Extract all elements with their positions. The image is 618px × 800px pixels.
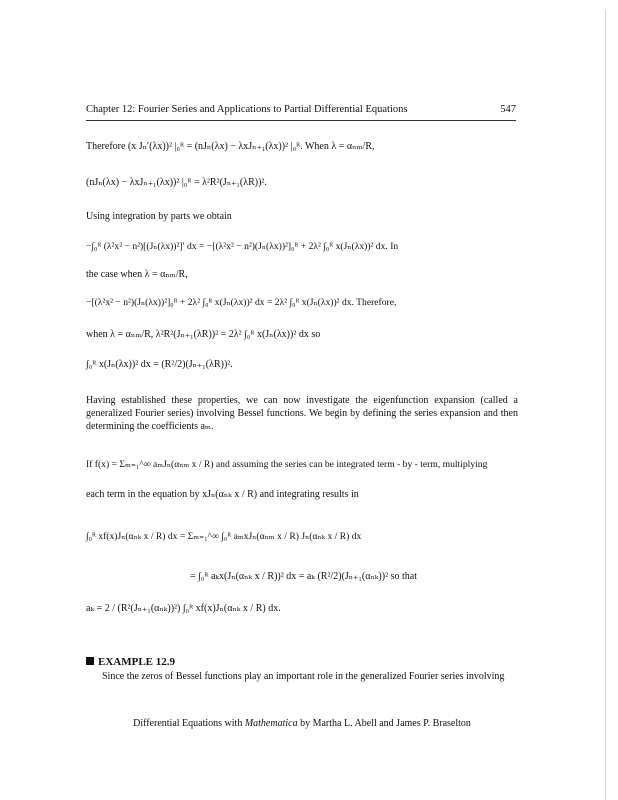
equation-line: Therefore (x Jₙ′(λx))² |₀ᴿ = (nJₙ(λx) − λxJₙ₊₁(λx))² |₀ᴿ. When λ = αₙₘ/R, [86, 141, 375, 152]
paragraph: Having established these properties, we can now investigate the eigenfunction expansion (called a generalized Fourier series) involving Bessel functions. We begin by defining the series expansion and then determining the coefficients aₘ. [86, 395, 518, 432]
footer-prefix: Differential Equations with [133, 718, 245, 729]
equation-line: each term in the equation by xJₙ(αₙₖ x / R) and integrating results in [86, 489, 359, 500]
example-label: EXAMPLE 12.9 [98, 656, 175, 668]
equation-line: (nJₙ(λx) − λxJₙ₊₁(λx))² |₀ᴿ = λ²R²(Jₙ₊₁(λR))². [86, 177, 267, 188]
bullet-square-icon [86, 657, 94, 665]
equation-line: ∫₀ᴿ x(Jₙ(λx))² dx = (R²/2)(Jₙ₊₁(λR))². [86, 359, 233, 370]
text-line: Using integration by parts we obtain [86, 211, 232, 222]
equation-line: when λ = αₙₘ/R, λ²R²(Jₙ₊₁(λR))² = 2λ² ∫₀ᴿ x(Jₙ(λx))² dx so [86, 329, 321, 340]
running-footer [86, 718, 518, 729]
equation-line: aₖ = 2 / (R²(Jₙ₊₁(αₙₖ))²) ∫₀ᴿ xf(x)Jₙ(αₙₖ x / R) dx. [86, 603, 281, 614]
page-number: 547 [500, 104, 516, 115]
running-header [86, 104, 516, 121]
paragraph: Since the zeros of Bessel functions play an important role in the generalized Fourier series involving [102, 671, 505, 682]
footer-suffix: by Martha L. Abell and James P. Braselton [297, 718, 471, 729]
example-heading [86, 656, 518, 669]
equation-line: ∫₀ᴿ xf(x)Jₙ(αₙₖ x / R) dx = Σₘ₌₁^∞ ∫₀ᴿ aₘxJₙ(αₙₘ x / R) Jₙ(αₙₖ x / R) dx [86, 531, 362, 542]
equation-line: If f(x) = Σₘ₌₁^∞ aₘJₙ(αₙₘ x / R) and assuming the series can be integrated term - by - term, multiplying [86, 459, 488, 470]
equation-line: −∫₀ᴿ (λ²x² − n²)[(Jₙ(λx))²]′ dx = −[(λ²x² − n²)(Jₙ(λx))²]₀ᴿ + 2λ² ∫₀ᴿ x(Jₙ(λx))² dx. In [86, 241, 399, 252]
equation-line: −[(λ²x² − n²)(Jₙ(λx))²]₀ᴿ + 2λ² ∫₀ᴿ x(Jₙ(λx))² dx = 2λ² ∫₀ᴿ x(Jₙ(λx))² dx. Therefore, [86, 297, 397, 308]
equation-line: the case when λ = αₙₘ/R, [86, 269, 188, 280]
footer-italic: Mathematica [244, 718, 298, 729]
equation-line: = ∫₀ᴿ aₖx(Jₙ(αₙₖ x / R))² dx = aₖ (R²/2)(Jₙ₊₁(αₙₖ))² so that [190, 571, 417, 582]
chapter-title: Chapter 12: Fourier Series and Applications to Partial Differential Equations [86, 104, 408, 115]
